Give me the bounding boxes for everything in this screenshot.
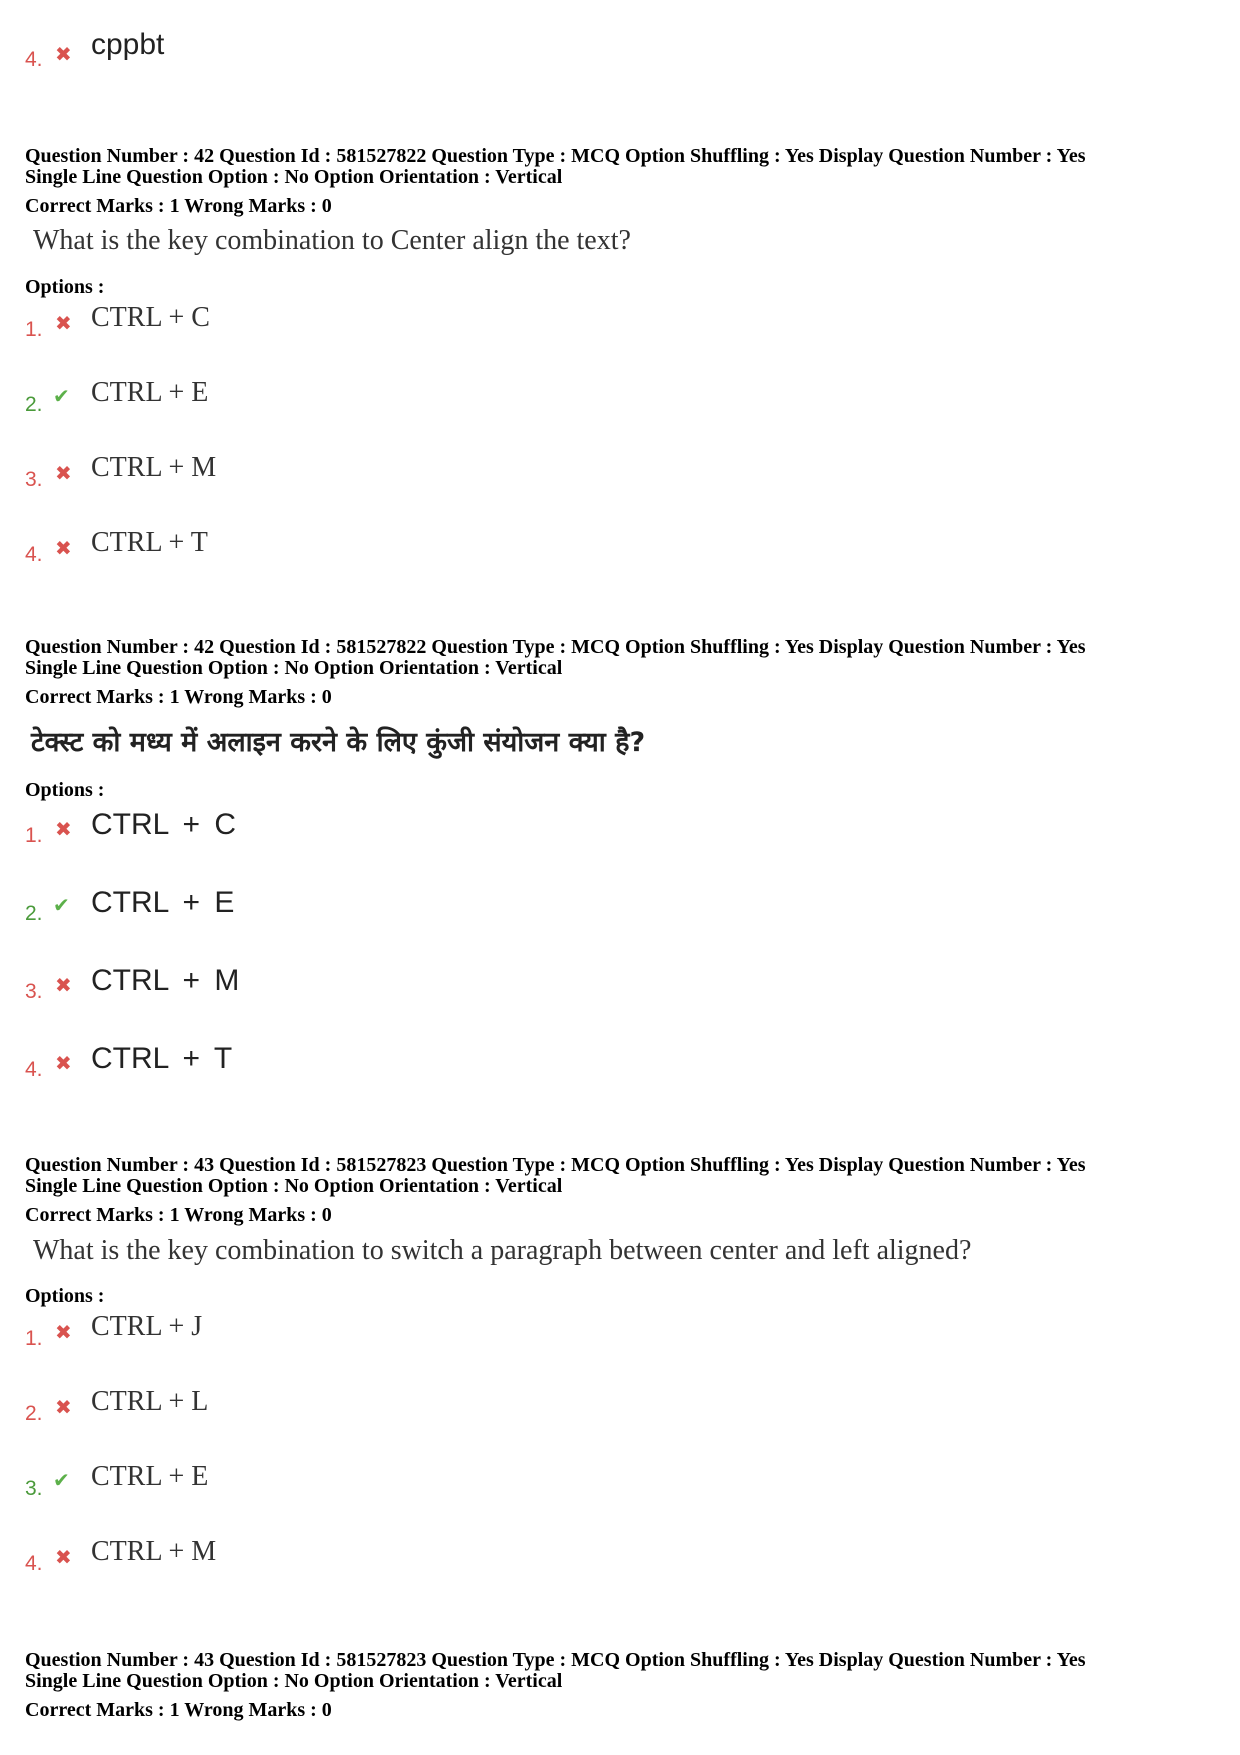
option-number: 3.	[25, 980, 43, 1003]
option-number: 4.	[25, 1058, 43, 1081]
option-number: 4.	[25, 1552, 43, 1575]
option-text: cppbt	[91, 28, 165, 61]
wrong-mark-icon: ✖	[55, 42, 72, 66]
option-text: CTRL + E	[91, 377, 209, 408]
option-text: CTRL + E	[91, 886, 235, 919]
option-number: 2.	[25, 1402, 43, 1425]
option-text: CTRL + L	[91, 1386, 209, 1417]
marks-info: Correct Marks : 1 Wrong Marks : 0	[25, 1204, 332, 1226]
option-text: CTRL + J	[91, 1311, 203, 1342]
option-number: 3.	[25, 468, 43, 491]
correct-check-icon: ✔	[53, 384, 70, 408]
option-text: CTRL + M	[91, 1536, 217, 1567]
question-text: What is the key combination to switch a paragraph between center and left aligned?	[33, 1235, 972, 1266]
option-number: 3.	[25, 1477, 43, 1500]
wrong-mark-icon: ✖	[55, 461, 72, 485]
marks-info: Correct Marks : 1 Wrong Marks : 0	[25, 686, 332, 708]
question-meta-line2: Single Line Question Option : No Option Orientation : Vertical	[25, 657, 563, 679]
option-number: 2.	[25, 393, 43, 416]
question-meta-line1: Question Number : 42 Question Id : 581527822 Question Type : MCQ Option Shuffling : Yes Display Question Number : Yes	[25, 145, 1086, 167]
question-meta-line2: Single Line Question Option : No Option Orientation : Vertical	[25, 1175, 563, 1197]
option-text: CTRL + M	[91, 964, 240, 997]
option-number: 1.	[25, 824, 43, 847]
option-number: 1.	[25, 318, 43, 341]
option-text: CTRL + C	[91, 302, 210, 333]
question-meta-line2: Single Line Question Option : No Option Orientation : Vertical	[25, 166, 563, 188]
option-text: CTRL + M	[91, 452, 217, 483]
marks-info: Correct Marks : 1 Wrong Marks : 0	[25, 1699, 332, 1721]
marks-info: Correct Marks : 1 Wrong Marks : 0	[25, 195, 332, 217]
wrong-mark-icon: ✖	[55, 1545, 72, 1569]
wrong-mark-icon: ✖	[55, 1320, 72, 1344]
wrong-mark-icon: ✖	[55, 817, 72, 841]
question-meta-line2: Single Line Question Option : No Option Orientation : Vertical	[25, 1670, 563, 1692]
correct-check-icon: ✔	[53, 1468, 70, 1492]
option-text: CTRL + C	[91, 808, 237, 841]
wrong-mark-icon: ✖	[55, 1395, 72, 1419]
option-number: 2.	[25, 902, 43, 925]
correct-check-icon: ✔	[53, 893, 70, 917]
wrong-mark-icon: ✖	[55, 973, 72, 997]
options-label: Options :	[25, 276, 105, 298]
wrong-mark-icon: ✖	[55, 536, 72, 560]
question-meta-line1: Question Number : 43 Question Id : 581527823 Question Type : MCQ Option Shuffling : Yes Display Question Number : Yes	[25, 1154, 1086, 1176]
option-number: 1.	[25, 1327, 43, 1350]
wrong-mark-icon: ✖	[55, 1051, 72, 1075]
question-text: What is the key combination to Center align the text?	[33, 225, 631, 256]
option-number: 4.	[25, 48, 43, 71]
options-label: Options :	[25, 1285, 105, 1307]
option-text: CTRL + T	[91, 1042, 233, 1075]
question-meta-line1: Question Number : 43 Question Id : 581527823 Question Type : MCQ Option Shuffling : Yes Display Question Number : Yes	[25, 1649, 1086, 1671]
wrong-mark-icon: ✖	[55, 311, 72, 335]
question-meta-line1: Question Number : 42 Question Id : 581527822 Question Type : MCQ Option Shuffling : Yes Display Question Number : Yes	[25, 636, 1086, 658]
option-text: CTRL + E	[91, 1461, 209, 1492]
question-text: टेक्स्ट को मध्य में अलाइन करने के लिए कुंजी संयोजन क्या है?	[31, 727, 646, 758]
option-text: CTRL + T	[91, 527, 208, 558]
option-number: 4.	[25, 543, 43, 566]
options-label: Options :	[25, 779, 105, 801]
